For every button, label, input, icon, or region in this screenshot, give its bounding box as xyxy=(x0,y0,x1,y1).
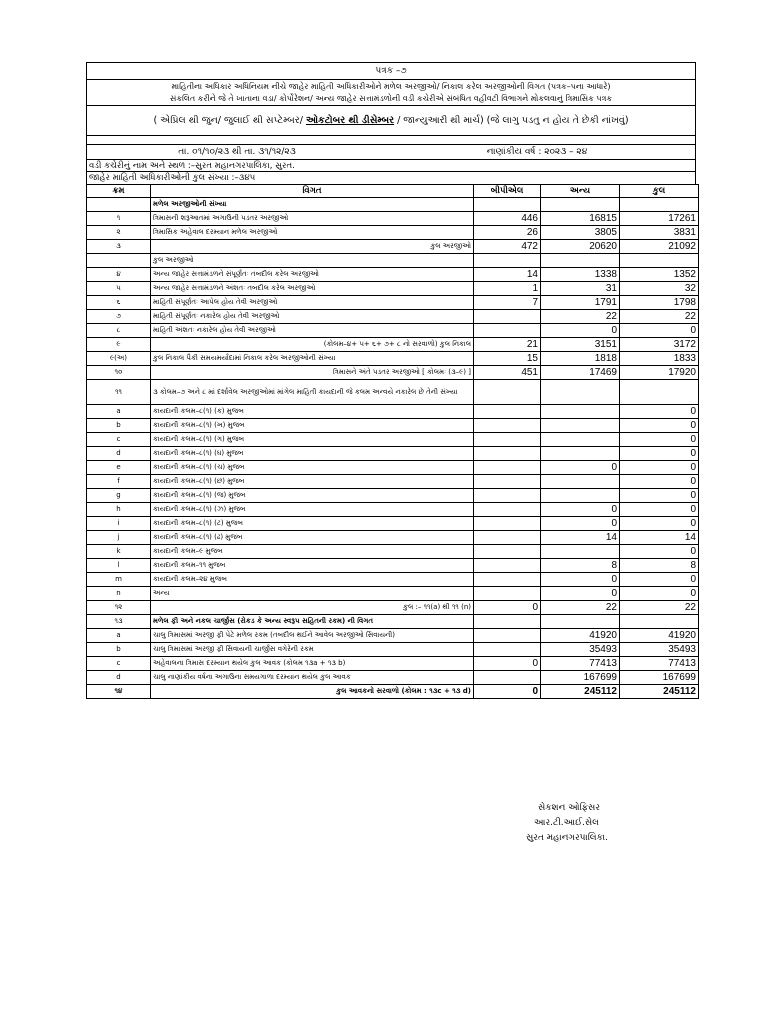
row-details: માહિતી સંપૂર્ણતઃ નકારેલ હોય તેવી અરજીઓ xyxy=(151,310,474,324)
row-serial: ૪ xyxy=(87,268,151,282)
row-other-count xyxy=(541,433,620,447)
row-details: કાયદાની કલમ–૮(૧) (ગ) મુજબ xyxy=(151,433,474,447)
report-sheet xyxy=(86,62,696,699)
row-other-count: 3151 xyxy=(541,338,620,352)
row-details: ચાલુ ત્રિમાસમાં અરજી ફી સિવાયની ચાર્જીસ વગેરેની રકમ xyxy=(151,643,474,657)
col-header-other: અન્ય xyxy=(541,185,620,198)
row-total-count: 77413 xyxy=(620,657,699,671)
row-serial: ૧ xyxy=(87,212,151,226)
row-total-count: 17920 xyxy=(620,366,699,380)
row-details: ત્રિમાસિક અહેવાલ દરમ્યાન મળેલ અરજીઓ xyxy=(151,226,474,240)
row-bpl-count xyxy=(474,380,541,405)
row-details: કાયદાની કલમ–૮(૧) (ઘ) મુજબ xyxy=(151,447,474,461)
row-bpl-count xyxy=(474,503,541,517)
row-other-count: 35493 xyxy=(541,643,620,657)
row-bpl-count xyxy=(474,573,541,587)
row-other-count: 1791 xyxy=(541,296,620,310)
period-options-pre: ( એપ્રિલ થી જુન/ જુલાઈ થી સપ્ટેમ્બર/ xyxy=(153,115,306,126)
table-row xyxy=(87,517,699,531)
row-serial: b xyxy=(87,419,151,433)
row-other-count xyxy=(541,447,620,461)
row-other-count: 1818 xyxy=(541,352,620,366)
row-total-count: 0 xyxy=(620,503,699,517)
row-bpl-count xyxy=(474,447,541,461)
row-serial: n xyxy=(87,587,151,601)
table-row xyxy=(87,352,699,366)
row-other-count: 1338 xyxy=(541,268,620,282)
row-serial: k xyxy=(87,545,151,559)
row-details: અહેવાલના ત્રિમાસ દરમ્યાન થયેલ કુલ આવક (કોલમ ૧૩a + ૧૩ b) xyxy=(151,657,474,671)
row-bpl-count: 472 xyxy=(474,240,541,254)
row-other-count xyxy=(541,198,620,212)
row-bpl-count xyxy=(474,433,541,447)
row-bpl-count xyxy=(474,475,541,489)
row-bpl-count: 0 xyxy=(474,601,541,615)
table-row xyxy=(87,296,699,310)
table-row xyxy=(87,447,699,461)
row-bpl-count xyxy=(474,671,541,685)
row-serial: i xyxy=(87,517,151,531)
row-serial: ૫ xyxy=(87,282,151,296)
row-serial: ૯ xyxy=(87,338,151,352)
table-row xyxy=(87,405,699,419)
row-total-count xyxy=(620,380,699,405)
row-other-count: 17469 xyxy=(541,366,620,380)
table-row xyxy=(87,685,699,699)
row-total-count: 21092 xyxy=(620,240,699,254)
row-bpl-count xyxy=(474,310,541,324)
row-other-count: 20620 xyxy=(541,240,620,254)
row-bpl-count: 15 xyxy=(474,352,541,366)
row-total-count: 22 xyxy=(620,601,699,615)
row-other-count: 16815 xyxy=(541,212,620,226)
row-details: કાયદાની કલમ–૮(૧) (છ) મુજબ xyxy=(151,475,474,489)
row-bpl-count: 0 xyxy=(474,685,541,699)
row-total-count xyxy=(620,254,699,268)
row-details: ત્રિમાસની શરૂઆતમાં અગાઉની પડતર અરજીઓ xyxy=(151,212,474,226)
row-serial: l xyxy=(87,559,151,573)
row-bpl-count: 14 xyxy=(474,268,541,282)
row-bpl-count xyxy=(474,643,541,657)
row-details: કાયદાની કલમ–૮(૧) (જ) મુજબ xyxy=(151,489,474,503)
row-serial: a xyxy=(87,405,151,419)
row-bpl-count: 451 xyxy=(474,366,541,380)
row-total-count: 1798 xyxy=(620,296,699,310)
row-other-count: 0 xyxy=(541,324,620,338)
row-bpl-count xyxy=(474,419,541,433)
table-row xyxy=(87,545,699,559)
signatory-organisation: સુરત મહાનગરપાલિકા. xyxy=(526,833,608,843)
row-total-count: 22 xyxy=(620,310,699,324)
row-total-count: 3172 xyxy=(620,338,699,352)
row-other-count: 167699 xyxy=(541,671,620,685)
row-details: કાયદાની કલમ–૮(૧) (ચ) મુજબ xyxy=(151,461,474,475)
row-serial: ૧૪ xyxy=(87,685,151,699)
row-other-count: 245112 xyxy=(541,685,620,699)
row-bpl-count xyxy=(474,489,541,503)
table-row xyxy=(87,559,699,573)
row-other-count: 31 xyxy=(541,282,620,296)
row-total-count: 0 xyxy=(620,573,699,587)
row-total-count: 1833 xyxy=(620,352,699,366)
signatory-cell: આર.ટી.આઈ.સેલ xyxy=(534,818,599,828)
period-options-post: / જાન્યુઆરી થી માર્ચ) (જે લાગુ પડતુ ન હોય તે છેકી નાંખવું) xyxy=(394,115,629,126)
row-details: માહિતી સંપૂર્ણતઃ આપેલ હોય તેવી અરજીઓ xyxy=(151,296,474,310)
row-details: કાયદાની કલમ–૯ મુજબ xyxy=(151,545,474,559)
row-serial: h xyxy=(87,503,151,517)
row-details: કુલ :– ૧૧(a) થી ૧૧ (n) xyxy=(151,601,474,615)
table-row xyxy=(87,573,699,587)
row-details: કાયદાની કલમ–૨૪ મુજબ xyxy=(151,573,474,587)
row-serial xyxy=(87,254,151,268)
row-serial: d xyxy=(87,447,151,461)
row-serial: g xyxy=(87,489,151,503)
row-bpl-count xyxy=(474,254,541,268)
row-bpl-count: 1 xyxy=(474,282,541,296)
table-row xyxy=(87,657,699,671)
table-row xyxy=(87,198,699,212)
row-other-count xyxy=(541,489,620,503)
row-bpl-count xyxy=(474,531,541,545)
table-row xyxy=(87,643,699,657)
description-line-2: સંકલિત કરીને જે તે ખાતાના વડા/ કોર્પોરેશન/ અન્ય જાહેર સત્તામંડળોની વડી કચેરીએ સંબંધિત વહીવટી વિભાગને મોકલવાનું ત્રિમાસિક પત્રક xyxy=(169,94,613,103)
col-header-bpl: બીપીએલ xyxy=(474,185,541,198)
table-row xyxy=(87,366,699,380)
row-other-count xyxy=(541,419,620,433)
row-total-count: 41920 xyxy=(620,629,699,643)
row-details: મળેલ ફી અને નકલ ચાર્જીસ (રોકડ કે અન્ય સ્વરૂપ સહિતની રકમ) ની વિગત xyxy=(151,615,474,629)
row-serial: f xyxy=(87,475,151,489)
description-line-1: માહિતીના અધિકાર અધિનિયમ નીચે જાહેર માહિતી અધિકારીઓને મળેલ અરજીઓ/ નિકાલ કરેલ અરજીઓની વિગત (પત્રક–પના આધારે) xyxy=(171,82,611,91)
row-other-count xyxy=(541,380,620,405)
row-total-count: 32 xyxy=(620,282,699,296)
table-row xyxy=(87,503,699,517)
row-details: કાયદાની કલમ–૮(૧) (ઢ) મુજબ xyxy=(151,531,474,545)
row-total-count: 0 xyxy=(620,489,699,503)
row-total-count: 3831 xyxy=(620,226,699,240)
signatory-title: સેકશન ઓફિસર xyxy=(538,803,601,813)
table-row xyxy=(87,433,699,447)
row-details: કુલ નિકાલ પૈકી સમયમર્યાદામાં નિકાલ કરેલ અરજીઓની સંખ્યા xyxy=(151,352,474,366)
row-bpl-count xyxy=(474,405,541,419)
row-details: કુલ અરજીઓ xyxy=(151,254,474,268)
date-row xyxy=(87,145,695,160)
signature-block xyxy=(526,801,608,846)
row-details: કાયદાની કલમ–૮(૧) (ક) મુજબ xyxy=(151,405,474,419)
row-total-count: 0 xyxy=(620,324,699,338)
row-other-count: 41920 xyxy=(541,629,620,643)
row-bpl-count xyxy=(474,461,541,475)
table-row xyxy=(87,380,699,405)
table-row xyxy=(87,240,699,254)
row-serial: ૬ xyxy=(87,296,151,310)
row-total-count: 8 xyxy=(620,559,699,573)
row-other-count xyxy=(541,475,620,489)
table-header-row xyxy=(87,185,699,198)
row-total-count: 245112 xyxy=(620,685,699,699)
row-total-count: 167699 xyxy=(620,671,699,685)
row-serial: ૧૨ xyxy=(87,601,151,615)
row-details: ત્રિમાસને અંતે પડતર અરજીઓ [ કોલમઃ (૩–૯) ] xyxy=(151,366,474,380)
table-row xyxy=(87,212,699,226)
row-total-count: 35493 xyxy=(620,643,699,657)
row-total-count: 0 xyxy=(620,545,699,559)
row-bpl-count: 446 xyxy=(474,212,541,226)
row-details: (કોલમ–૪+ ૫+ ૬+ ૭+ ૮ નો સરવાળો) કુલ નિકાલ xyxy=(151,338,474,352)
row-serial: m xyxy=(87,573,151,587)
row-serial: ૩ xyxy=(87,240,151,254)
row-serial: ૧૦ xyxy=(87,366,151,380)
row-total-count: 0 xyxy=(620,405,699,419)
row-serial: c xyxy=(87,433,151,447)
table-row xyxy=(87,475,699,489)
row-other-count xyxy=(541,545,620,559)
table-row xyxy=(87,226,699,240)
row-details: કાયદાની કલમ–૮(૧) (ટ) મુજબ xyxy=(151,517,474,531)
row-serial: ૮ xyxy=(87,324,151,338)
row-details: અન્ય જાહેર સત્તામંડળને સંપૂર્ણતઃ તબદીલ કરેલ અરજીઓ xyxy=(151,268,474,282)
row-other-count: 0 xyxy=(541,587,620,601)
row-total-count: 14 xyxy=(620,531,699,545)
row-total-count: 0 xyxy=(620,475,699,489)
row-bpl-count: 21 xyxy=(474,338,541,352)
row-serial: j xyxy=(87,531,151,545)
row-serial xyxy=(87,198,151,212)
row-details: કુલ અરજીઓ xyxy=(151,240,474,254)
row-bpl-count xyxy=(474,629,541,643)
financial-year: નાણાંકીય વર્ષ : ૨૦૨૩ – ૨૪ xyxy=(486,147,588,157)
row-details: કાયદાની કલમ–૮(૧) (ઝ) મુજબ xyxy=(151,503,474,517)
row-serial: ૯(અ) xyxy=(87,352,151,366)
row-serial: c xyxy=(87,657,151,671)
row-total-count: 0 xyxy=(620,447,699,461)
table-row xyxy=(87,254,699,268)
table-row xyxy=(87,489,699,503)
row-other-count xyxy=(541,405,620,419)
header-spacer xyxy=(87,136,695,145)
row-serial: e xyxy=(87,461,151,475)
table-row xyxy=(87,601,699,615)
table-row xyxy=(87,615,699,629)
row-bpl-count xyxy=(474,517,541,531)
row-other-count xyxy=(541,615,620,629)
form-number: પત્રક –૭ xyxy=(87,63,695,80)
row-other-count: 0 xyxy=(541,503,620,517)
table-row xyxy=(87,338,699,352)
row-serial: ૨ xyxy=(87,226,151,240)
report-description xyxy=(87,80,695,106)
row-details: ચાલુ ત્રિમાસમાં અરજી ફી પેટે મળેલ રકમ (તબદીલ થઈને આવેલ અરજીઓ સિવાયની) xyxy=(151,629,474,643)
date-range: તા. ૦૧/૧૦/૨૩ થી તા. ૩૧/૧૨/૨૩ xyxy=(178,147,296,157)
row-bpl-count: 0 xyxy=(474,657,541,671)
row-total-count: 0 xyxy=(620,587,699,601)
row-other-count xyxy=(541,254,620,268)
row-other-count: 14 xyxy=(541,531,620,545)
row-details: ચાલુ નાણાંકીય વર્ષના અગાઉના સમયગાળા દરમ્યાન થયેલ કુલ આવક xyxy=(151,671,474,685)
applications-table xyxy=(86,184,699,699)
officer-count: જાહેર માહિતી અધિકારીઓની કુલ સંખ્યા :–૩૪૫ xyxy=(89,173,256,183)
selected-quarter: ઓકટોબર થી ડીસેમ્બર xyxy=(305,115,395,126)
row-bpl-count: 7 xyxy=(474,296,541,310)
row-serial: ૧૩ xyxy=(87,615,151,629)
row-total-count: 0 xyxy=(620,433,699,447)
row-bpl-count: 26 xyxy=(474,226,541,240)
row-bpl-count xyxy=(474,198,541,212)
table-row xyxy=(87,531,699,545)
row-details: કુલ આવકનો સરવાળો (કોલમ : ૧૩c + ૧૩ d) xyxy=(151,685,474,699)
row-other-count: 3805 xyxy=(541,226,620,240)
row-total-count: 0 xyxy=(620,517,699,531)
row-total-count: 0 xyxy=(620,461,699,475)
row-bpl-count xyxy=(474,587,541,601)
office-name: વડી કચેરીનું નામ અને સ્થળ :–સુરત મહાનગરપાલિકા, સુરત. xyxy=(87,160,695,172)
row-total-count xyxy=(620,198,699,212)
row-details: અન્ય જાહેર સત્તામંડળને અંશતઃ તબદીલ કરેલ અરજીઓ xyxy=(151,282,474,296)
quarter-selection xyxy=(87,106,695,136)
table-row xyxy=(87,629,699,643)
report-header xyxy=(86,62,696,184)
row-bpl-count xyxy=(474,545,541,559)
table-row xyxy=(87,282,699,296)
row-other-count: 22 xyxy=(541,310,620,324)
row-bpl-count xyxy=(474,615,541,629)
col-header-total: કુલ xyxy=(620,185,699,198)
row-total-count: 1352 xyxy=(620,268,699,282)
row-bpl-count xyxy=(474,324,541,338)
row-serial: a xyxy=(87,629,151,643)
table-row xyxy=(87,419,699,433)
row-total-count: 0 xyxy=(620,419,699,433)
row-bpl-count xyxy=(474,559,541,573)
table-row xyxy=(87,461,699,475)
row-total-count: 17261 xyxy=(620,212,699,226)
row-serial: d xyxy=(87,671,151,685)
col-header-details: વિગત xyxy=(151,185,474,198)
row-details: અન્ય xyxy=(151,587,474,601)
row-details: મળેલ અરજીઓની સંખ્યા xyxy=(151,198,474,212)
table-row xyxy=(87,268,699,282)
table-row xyxy=(87,310,699,324)
row-details: કાયદાની કલમ–૮(૧) (ખ) મુજબ xyxy=(151,419,474,433)
row-serial: ૧૧ xyxy=(87,380,151,405)
row-other-count: 77413 xyxy=(541,657,620,671)
row-other-count: 0 xyxy=(541,573,620,587)
table-row xyxy=(87,671,699,685)
row-serial: b xyxy=(87,643,151,657)
table-row xyxy=(87,587,699,601)
row-details: કાયદાની કલમ–૧૧ મુજબ xyxy=(151,559,474,573)
row-details: માહિતી અંશતઃ નકારેલ હોય તેવી અરજીઓ xyxy=(151,324,474,338)
row-serial: ૭ xyxy=(87,310,151,324)
row-total-count xyxy=(620,615,699,629)
row-details: ૩ કોલમ–૭ અને ૮ માં દર્શાવેલ અરજીઓમાં માંગેલ માહિતી કાયદાની જે કલમ અન્વયે નકારેલ છે તેની સંખ્યા xyxy=(151,380,474,405)
row-other-count: 0 xyxy=(541,461,620,475)
row-other-count: 8 xyxy=(541,559,620,573)
col-header-serial: ક્રમ xyxy=(87,185,151,198)
row-other-count: 0 xyxy=(541,517,620,531)
row-other-count: 22 xyxy=(541,601,620,615)
table-row xyxy=(87,324,699,338)
